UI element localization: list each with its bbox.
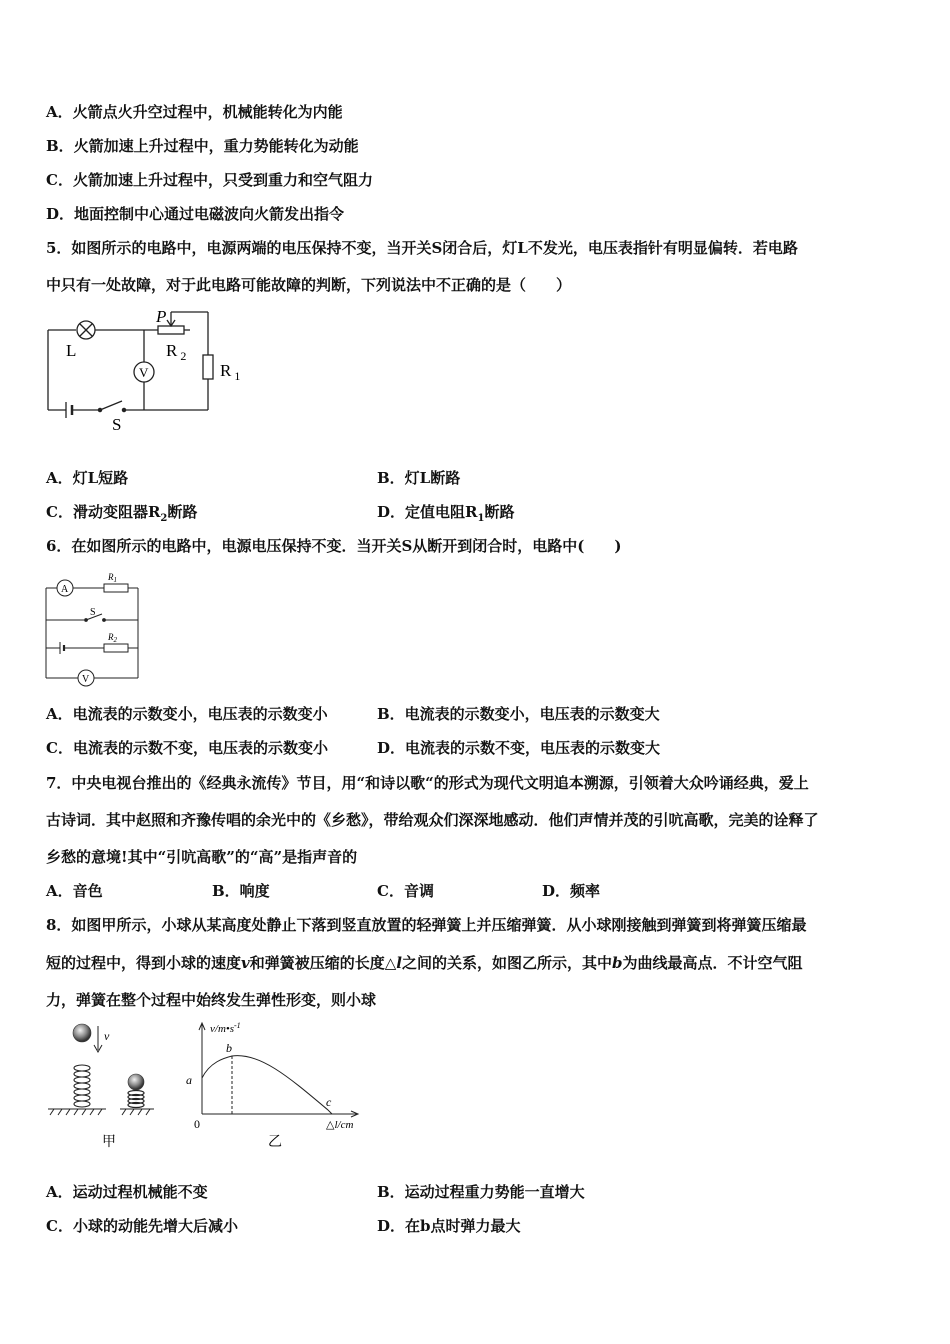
velocity-curve (202, 1056, 332, 1114)
q7-option-c: C．音调 (377, 882, 434, 900)
falling-ball (73, 1024, 91, 1042)
q8-y-axis-label: $v/m•s^{-1}$ (210, 1021, 241, 1035)
q5-rheostat-label: R $_2$ (166, 341, 187, 363)
q8-option-b: B．运动过程重力势能一直增大 (377, 1183, 585, 1201)
q6-option-b: B．电流表的示数变小，电压表的示数变大 (377, 705, 660, 723)
q7-option-d: D．频率 (542, 882, 601, 900)
q5-switch-label: S (112, 415, 122, 434)
q6-voltmeter-label: V (82, 674, 90, 685)
q8-x-axis-label: △l/cm (326, 1119, 354, 1131)
q5-option-a: A．灯L短路 (46, 469, 129, 487)
q8-figure-jia (44, 1018, 174, 1153)
q8-stem-line3: 力，弹簧在整个过程中始终发生弹性形变，则小球 (46, 991, 377, 1009)
q8-option-d: D．在b点时弹力最大 (377, 1217, 521, 1235)
q6-option-c: C．电流表的示数不变，电压表的示数变小 (46, 739, 328, 757)
q4-option-d: D．地面控制中心通过电磁波向火箭发出指令 (46, 205, 345, 223)
q7-stem-line1: 7．中央电视台推出的《经典永流传》节目，用“和诗以歌“的形式为现代文明追本溯源，引领着大众吟诵经典，爱上 (46, 774, 809, 792)
q5-option-b: B．灯L断路 (377, 469, 461, 487)
q7-stem-line2: 古诗词．其中赵照和齐豫传唱的余光中的《乡愁》，带给观众们深深地感动．他们声情并茂的引吭高歌，完美的诠释了 (46, 811, 819, 829)
q8-point-a: a (186, 1073, 192, 1087)
q5-option-d: D．定值电阻$R_1$断路 (377, 503, 515, 524)
q6-option-a: A．电流表的示数变小，电压表的示数变小 (46, 705, 328, 723)
q7-option-b: B．响度 (212, 882, 270, 900)
q8-stem-line2: 短的过程中，得到小球的速度v和弹簧被压缩的长度△l之间的关系，如图乙所示，其中b为曲线最高点．不计空气阻 (46, 954, 803, 972)
q6-option-d: D．电流表的示数不变，电压表的示数变大 (377, 739, 661, 757)
q6-ammeter-label: A (61, 584, 69, 595)
q5-stem-line2: 中只有一处故障，对于此电路可能故障的判断，下列说法中不正确的是（ ） (46, 276, 572, 294)
q8-label-yi: 乙 (268, 1135, 282, 1150)
q8-stem-line1: 8．如图甲所示，小球从某高度处静止下落到竖直放置的轻弹簧上并压缩弹簧．从小球刚接触到弹簧到将弹簧压缩最 (46, 916, 807, 934)
q8-option-c: C．小球的动能先增大后减小 (46, 1217, 238, 1235)
q4-option-b: B．火箭加速上升过程中，重力势能转化为动能 (46, 137, 359, 155)
q8-point-c: c (326, 1095, 332, 1109)
q6-circuit-diagram (40, 568, 150, 692)
q5-slider-label: P (156, 307, 167, 326)
ball-on-spring (128, 1074, 144, 1090)
q7-stem-line3: 乡愁的意境!其中“引吭高歌”的“高”是指声音的 (46, 848, 358, 866)
q4-option-c: C．火箭加速上升过程中，只受到重力和空气阻力 (46, 171, 373, 189)
q4-option-a: A．火箭点火升空过程中，机械能转化为内能 (46, 103, 343, 121)
q8-label-jia: 甲 (102, 1135, 116, 1150)
spring-uncompressed (74, 1065, 90, 1107)
spring-compressed (128, 1091, 144, 1108)
q8-velocity-arrow-label: v (104, 1029, 110, 1043)
q8-figure-yi (180, 1018, 380, 1153)
q5-stem-line1: 5．如图所示的电路中，电源两端的电压保持不变，当开关S闭合后，灯L不发光，电压表指针有明显偏转．若电路 (46, 239, 798, 257)
q6-r2-label: $R_2$ (108, 632, 117, 644)
q5-circuit-diagram (40, 300, 260, 440)
q5-lamp-label: L (66, 341, 77, 360)
q7-option-a: A．音色 (46, 882, 103, 900)
q5-option-c: C．滑动变阻器$R_2$断路 (46, 503, 198, 524)
q8-option-a: A．运动过程机械能不变 (46, 1183, 208, 1201)
q6-switch-label: S (90, 607, 96, 618)
q5-voltmeter-label: V (139, 365, 149, 380)
q6-r1-label: $R_1$ (108, 572, 117, 584)
q8-point-b: b (226, 1041, 232, 1055)
q6-stem: 6．在如图所示的电路中，电源电压保持不变．当开关S从断开到闭合时，电路中( ) (46, 537, 622, 555)
q5-resistor-label: R $_1$ (220, 361, 241, 383)
q8-origin-label: 0 (194, 1117, 200, 1131)
